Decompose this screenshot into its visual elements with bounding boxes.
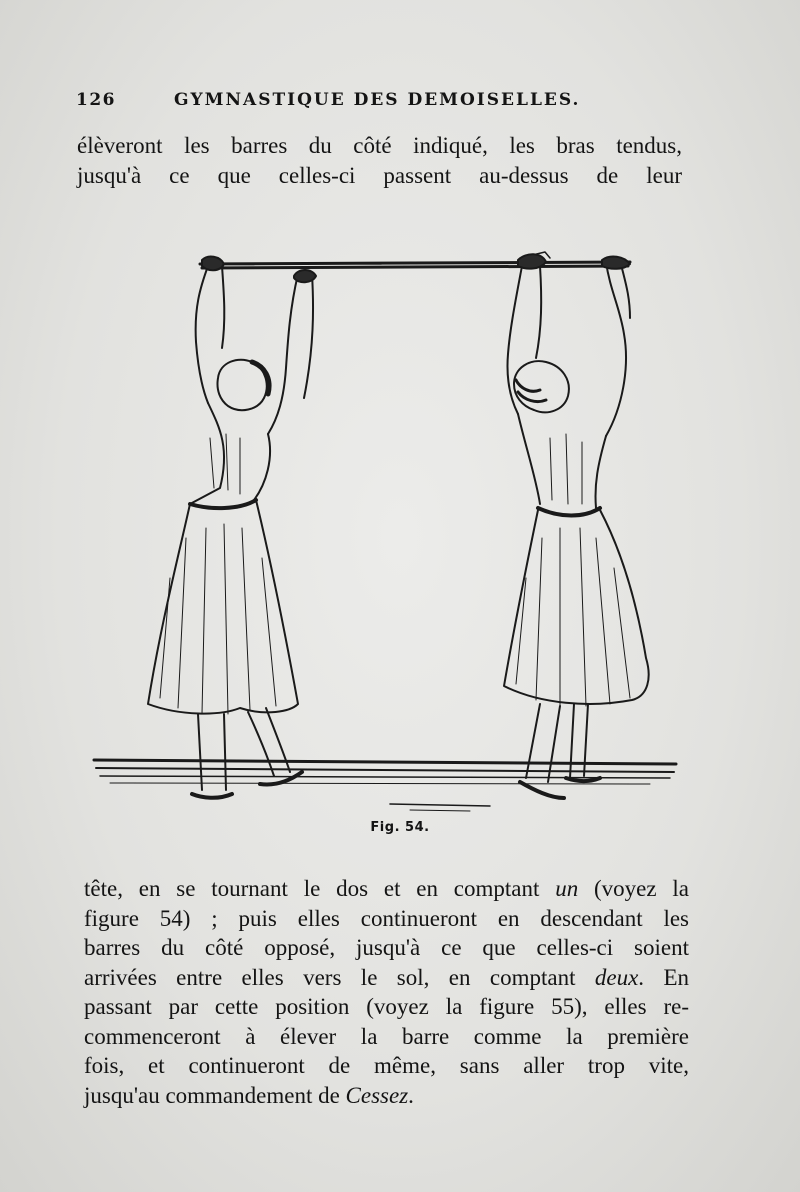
text-line: jusqu'à ce que celles-ci passent au-dessus de leur [77, 162, 682, 188]
text-line: passant par cette position (voyez la figure 55), elles re- [84, 994, 689, 1019]
text-line: figure 54) ; puis elles continueront en descendant les [84, 905, 689, 931]
text-line: fois, et continueront de même, sans aller trop vite, [84, 1053, 689, 1078]
right-girl-figure [504, 254, 649, 798]
exercise-illustration [90, 238, 690, 820]
text-line: jusqu'au commandement de Cessez. [84, 1082, 414, 1108]
running-header [76, 88, 596, 114]
paragraph-bottom [84, 874, 689, 1110]
left-girl-figure [148, 257, 316, 798]
text-line: arrivées entre elles vers le sol, en comptant deux. En [84, 964, 689, 990]
emphasis: un [555, 876, 579, 901]
emphasis: Cessez [345, 1082, 409, 1108]
paragraph-top [77, 131, 682, 190]
text-line: barres du côté opposé, jusqu'à ce que celles-ci soient [84, 935, 689, 960]
figure-caption: Fig. 54. [370, 820, 430, 835]
emphasis: deux [594, 964, 639, 990]
text-line: tête, en se tournant le dos et en comptant un (voyez la [84, 876, 689, 901]
floor-hatching [94, 760, 676, 811]
wooden-bar [200, 262, 630, 268]
running-title: GYMNASTIQUE DES DEMOISELLES. [174, 90, 581, 110]
page-number: 126 [76, 90, 116, 110]
text-line: commenceront à élever la barre comme la première [84, 1023, 689, 1049]
text-line: élèveront les barres du côté indiqué, les bras tendus, [77, 133, 682, 158]
